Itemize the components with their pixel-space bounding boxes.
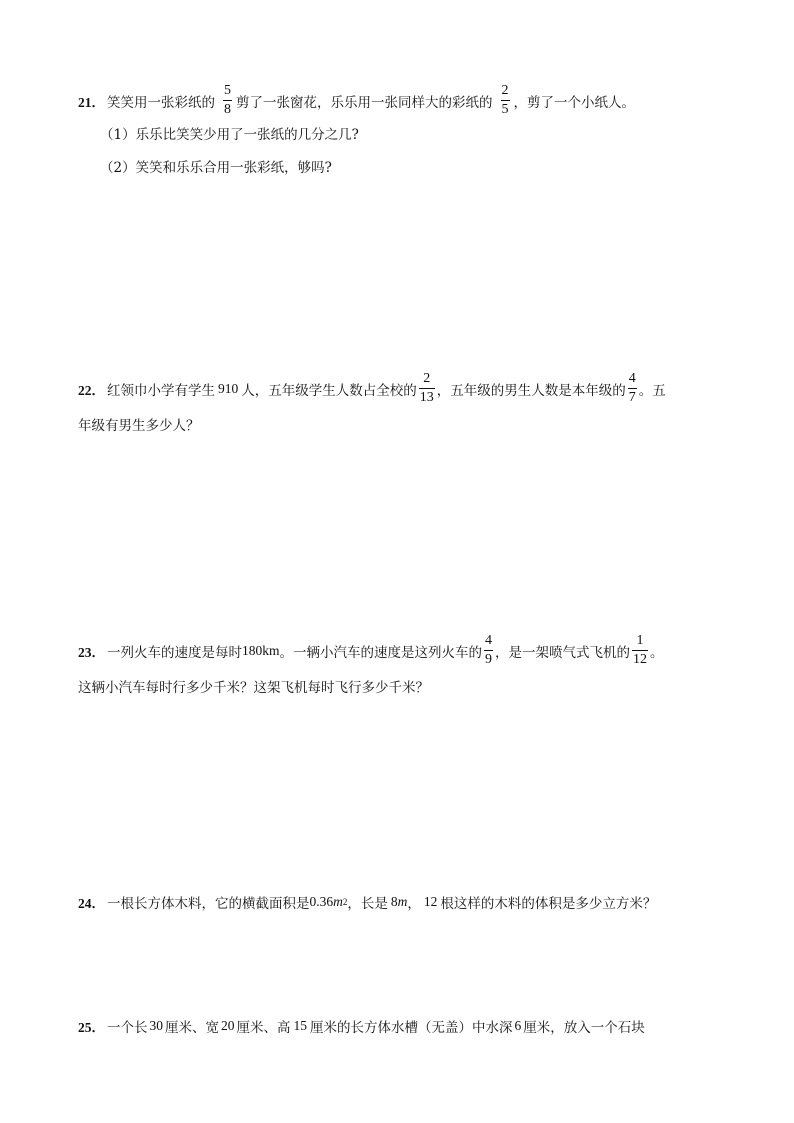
number-value: 20 [221, 1018, 235, 1033]
fraction-denominator: 8 [224, 102, 231, 117]
question-text: 。 [650, 644, 664, 661]
question-22-line-1 [78, 372, 666, 405]
number-value: 30 [149, 1018, 163, 1033]
question-text: 笑笑用一张彩纸的 [107, 94, 215, 111]
question-text: 厘米、高 [236, 1020, 291, 1036]
question-number: 21． [78, 94, 105, 110]
fraction [501, 84, 510, 117]
question-text: ， [407, 896, 421, 912]
fraction-numerator: 2 [423, 371, 431, 386]
fraction [628, 372, 637, 405]
unit-exponent: 2 [342, 897, 348, 907]
fraction-denominator: 13 [419, 390, 434, 405]
number-value: 15 [293, 1018, 307, 1033]
fraction-denominator: 12 [633, 652, 648, 667]
fraction-numerator: 4 [485, 633, 493, 648]
question-text: 厘米的长方体水槽（无盖）中水深 [310, 1020, 513, 1036]
question-text: 。一辆小汽车的速度是这列火车的 [279, 644, 483, 661]
sub-question-2: （2）笑笑和乐乐合用一张彩纸，够吗? [100, 160, 332, 176]
number-value: 8 [390, 894, 398, 909]
fraction-numerator: 1 [636, 633, 644, 648]
question-text: ，剪了一个小纸人。 [513, 94, 635, 111]
fraction [419, 372, 435, 405]
unit: m [333, 894, 343, 909]
number-value: 6 [514, 1018, 522, 1033]
fraction [223, 84, 232, 117]
question-text: 厘米、宽 [165, 1020, 219, 1036]
question-number: 25． [78, 1020, 105, 1035]
question-23-line-1 [78, 634, 664, 667]
fraction-numerator: 4 [628, 371, 636, 386]
question-25-line-1 [78, 1016, 645, 1036]
fraction-denominator: 9 [485, 652, 493, 667]
question-text: 红领巾小学有学生 [107, 382, 215, 399]
sub-question-1: （1）乐乐比笑笑少用了一张纸的几分之几? [100, 127, 359, 143]
question-text: 剪了一张窗花，乐乐用一张同样大的彩纸的 [236, 94, 493, 111]
question-text: 一列火车的速度是每时 [107, 644, 242, 661]
question-text: 厘米，放入一个石块 [523, 1020, 645, 1036]
question-text: 一根长方体木料，它的横截面积是 [107, 896, 310, 912]
question-text: 根这样的木料的体积是多少立方米？ [440, 896, 657, 912]
question-text: ，是一架喷气式飞机的 [495, 644, 631, 661]
question-text: ，五年级的男生人数是本年级的 [436, 382, 626, 399]
question-24-line-1 [78, 892, 656, 912]
question-22-line-2: 年级有男生多少人？ [78, 418, 200, 434]
number-value: 910 [218, 380, 239, 396]
fraction-numerator: 2 [501, 83, 509, 98]
question-number: 22． [78, 382, 105, 398]
fraction-denominator: 5 [501, 102, 509, 117]
question-number: 24． [78, 896, 105, 911]
fraction-numerator: 5 [224, 83, 231, 98]
question-text: 人，五年级学生人数占全校的 [241, 382, 417, 399]
fraction [632, 634, 648, 667]
number-value: 0.36 [309, 894, 334, 909]
question-number: 23． [78, 644, 105, 660]
question-text: ，长是 [347, 896, 388, 912]
question-text: 一个长 [107, 1020, 148, 1036]
unit: m [397, 894, 408, 909]
number-value: 180km [242, 642, 280, 658]
question-23-line-2: 这辆小汽车每时行多少千米？这架飞机每时飞行多少千米？ [78, 680, 429, 696]
fraction [484, 634, 493, 667]
question-text: 。五 [638, 382, 666, 399]
question-21-line-1 [78, 84, 635, 117]
fraction-denominator: 7 [628, 390, 636, 405]
number-value: 12 [423, 894, 438, 909]
